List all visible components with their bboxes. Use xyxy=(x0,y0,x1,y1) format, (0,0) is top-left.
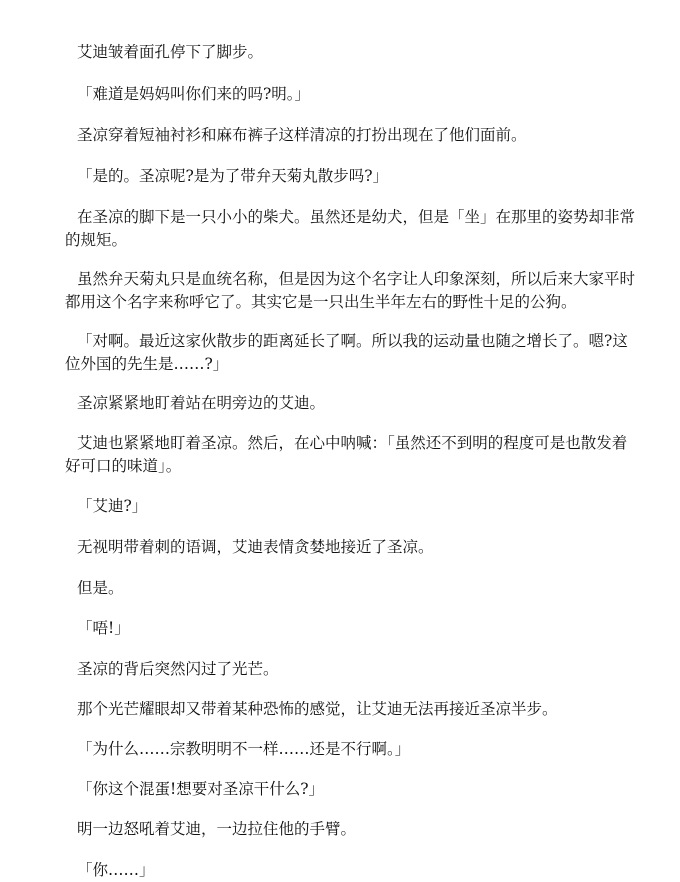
paragraph: 但是。 xyxy=(77,579,124,597)
paragraph: 明一边怒吼着艾迪，一边拉住他的手臂。 xyxy=(77,820,357,838)
paragraph: 「你……」 xyxy=(77,861,155,879)
paragraph: 圣凉穿着短袖衬衫和麻布裤子这样清凉的打扮出现在了他们面前。 xyxy=(77,126,527,144)
paragraph: 「你这个混蛋!想要对圣凉干什么?」 xyxy=(77,780,325,798)
paragraph: 圣凉紧紧地盯着站在明旁边的艾迪。 xyxy=(77,394,326,412)
paragraph: 无视明带着刺的语调，艾迪表情贪婪地接近了圣凉。 xyxy=(77,538,434,556)
paragraph: 那个光芒耀眼却又带着某种恐怖的感觉，让艾迪无法再接近圣凉半步。 xyxy=(77,700,558,718)
paragraph: 「唔!」 xyxy=(77,619,130,637)
paragraph: 「为什么……宗教明明不一样……还是不行啊。」 xyxy=(77,740,411,758)
paragraph: 艾迪皱着面孔停下了脚步。 xyxy=(77,43,264,61)
paragraph: 「艾迪?」 xyxy=(77,497,148,515)
paragraph: 「对啊。最近这家伙散步的距离延长了啊。所以我的运动量也随之增长了。嗯?这位外国的先生是……?」 xyxy=(65,332,628,373)
paragraph: 「难道是妈妈叫你们来的吗?明。」 xyxy=(77,85,311,103)
paragraph: 虽然弁天菊丸只是血统名称，但是因为这个名字让人印象深刻，所以后来大家平时都用这个名字来称呼它了。其实它是一只出生半年左右的野性十足的公狗。 xyxy=(65,270,636,311)
paragraph: 艾迪也紧紧地盯着圣凉。然后，在心中呐喊：「虽然还不到明的程度可是也散发着好可口的味道」。 xyxy=(65,434,628,475)
paragraph: 「是的。圣凉呢?是为了带弁天菊丸散步吗?」 xyxy=(77,167,389,185)
paragraph: 圣凉的背后突然闪过了光芒。 xyxy=(77,660,279,678)
paragraph: 在圣凉的脚下是一只小小的柴犬。虽然还是幼犬，但是「坐」在那里的姿势却非常的规矩。 xyxy=(65,208,636,249)
